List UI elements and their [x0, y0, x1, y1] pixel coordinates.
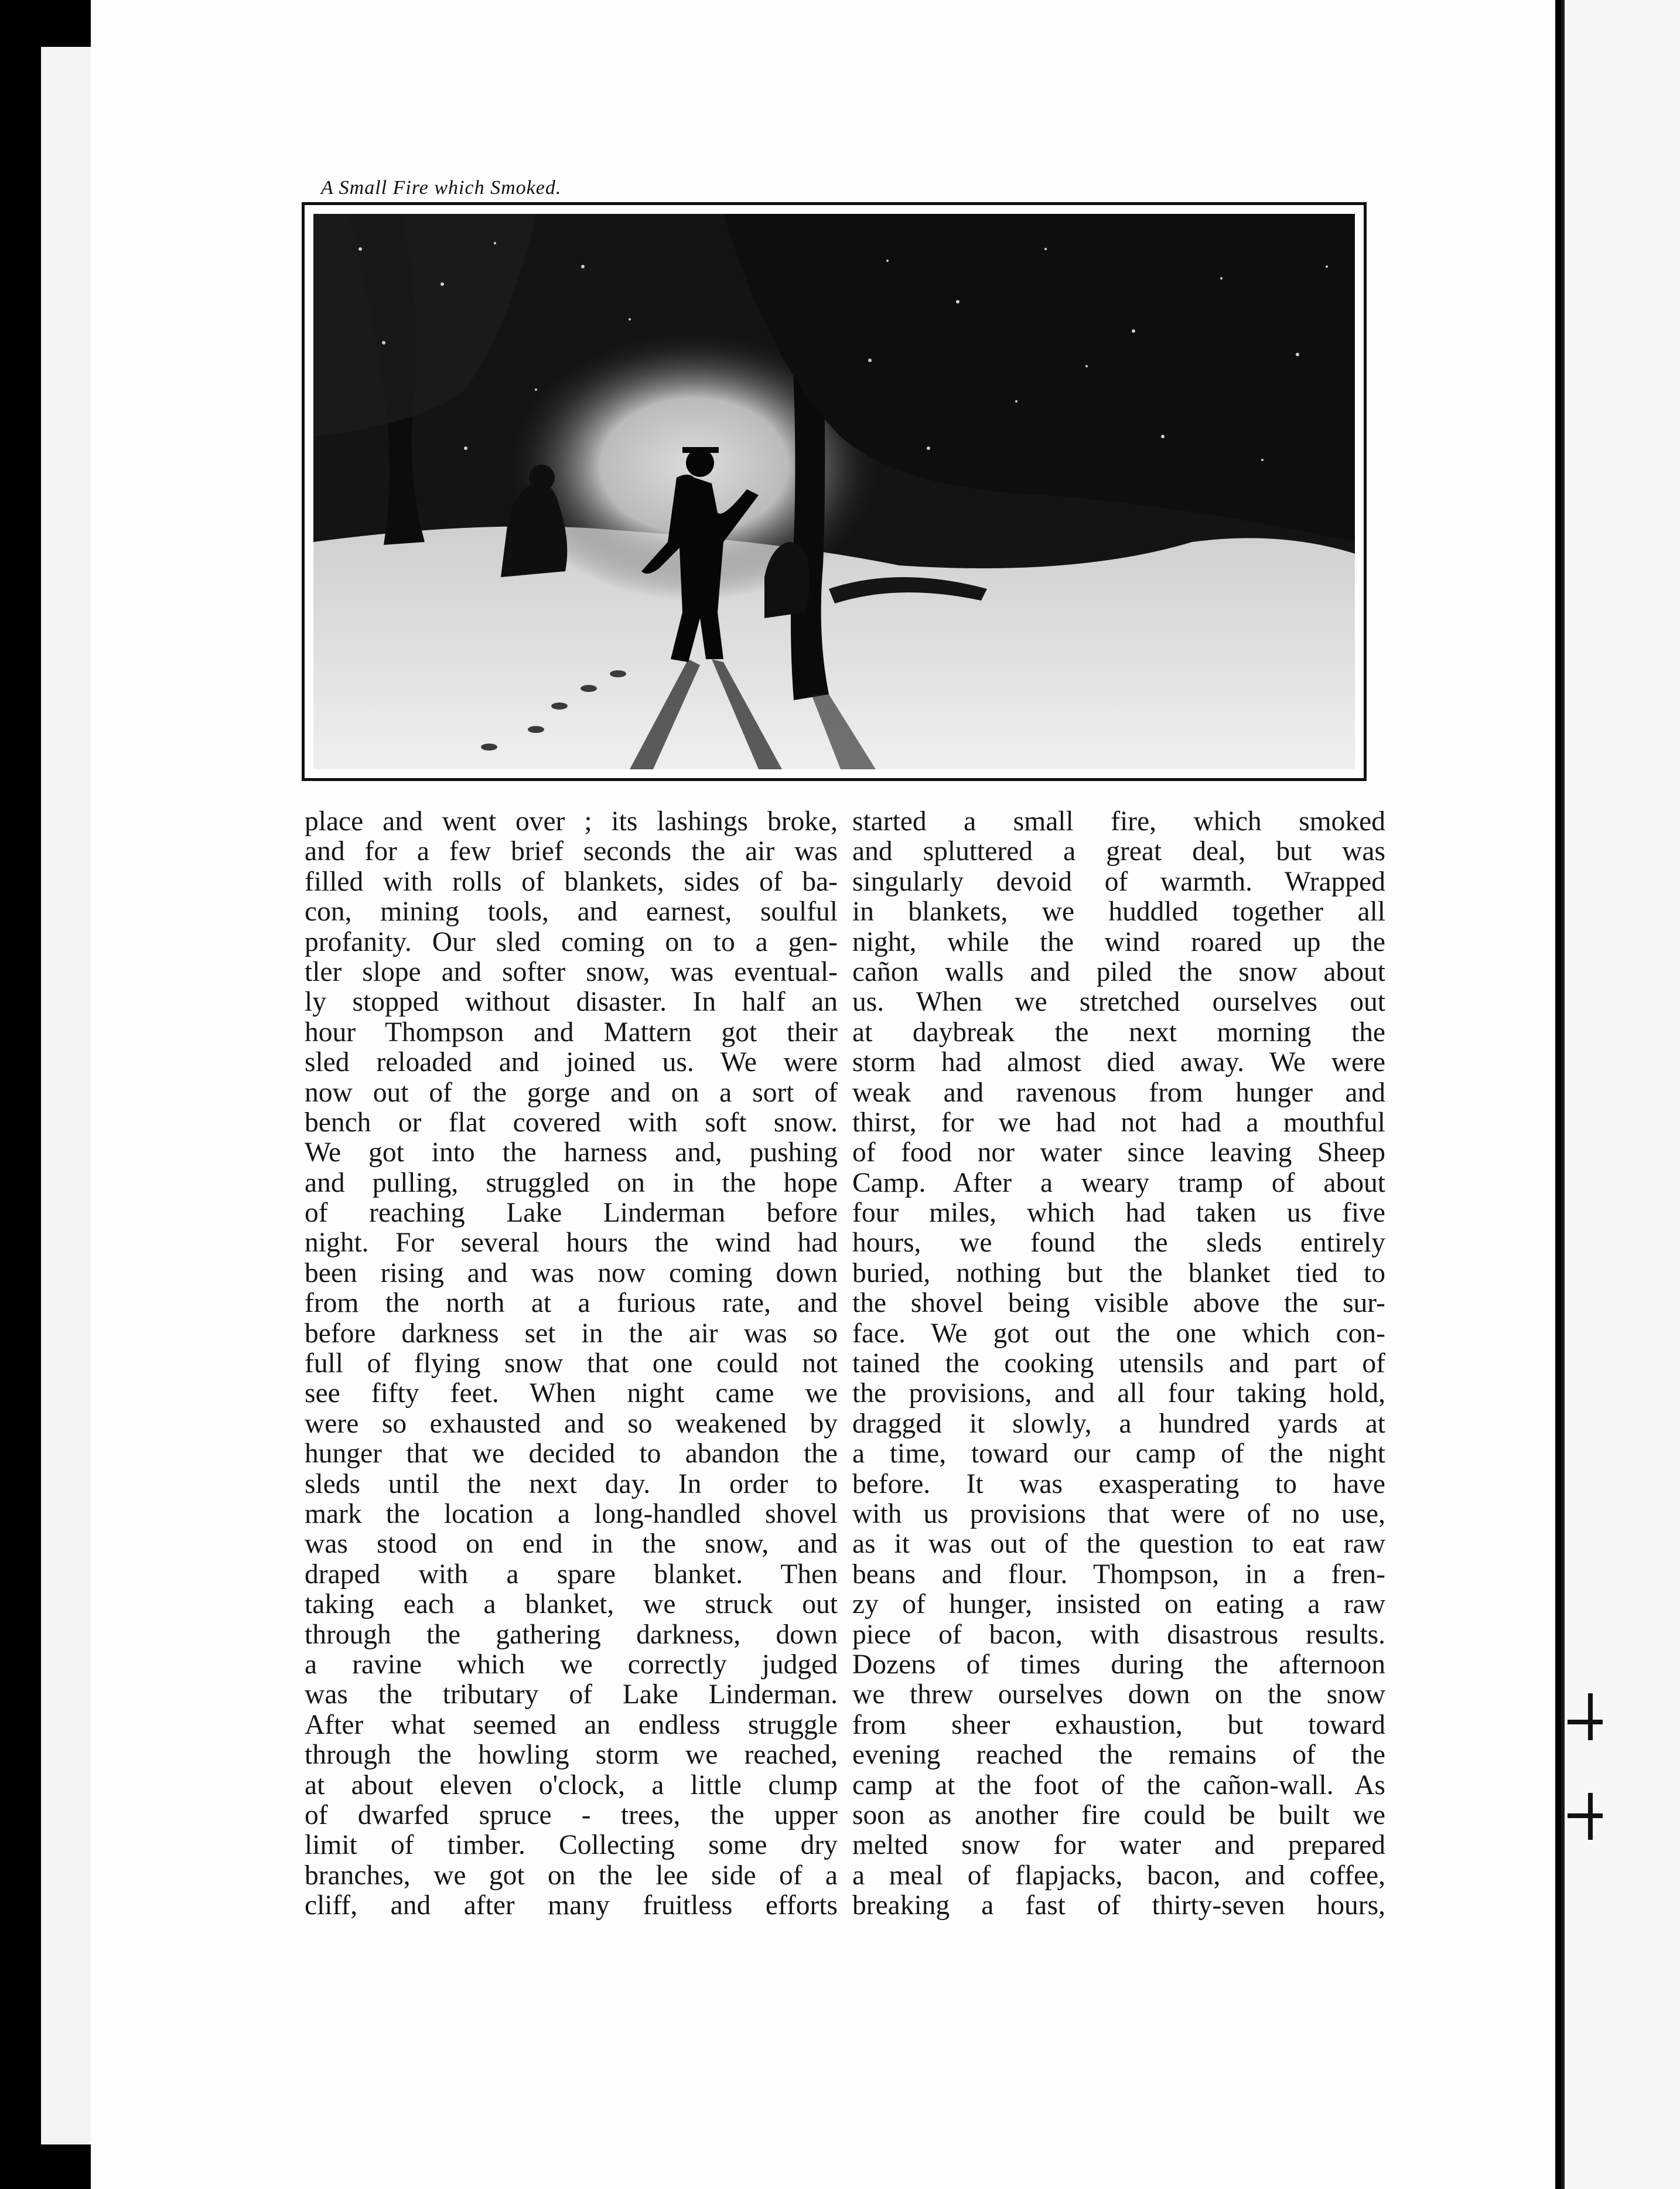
text-line: breaking a fast of thirty-seven hours, — [852, 1890, 1385, 1921]
next-page-edge — [1561, 0, 1680, 2189]
text-line: face. We got out the one which con- — [852, 1318, 1385, 1349]
text-line: weak and ravenous from hunger and — [852, 1077, 1385, 1108]
text-line: tained the cooking utensils and part of — [852, 1348, 1385, 1379]
standing-figure-head — [686, 449, 714, 477]
text-line: we threw ourselves down on the snow — [852, 1679, 1385, 1710]
margin-mark — [1588, 1693, 1593, 1740]
text-line: a meal of flapjacks, bacon, and coffee, — [852, 1860, 1385, 1891]
text-line: as it was out of the question to eat raw — [852, 1529, 1385, 1560]
text-line: After what seemed an endless struggle — [305, 1709, 838, 1740]
margin-mark — [1568, 1720, 1603, 1724]
text-line: the shovel being visible above the sur- — [852, 1288, 1385, 1319]
text-line: sleds until the next day. In order to — [305, 1468, 838, 1499]
text-line: sled reloaded and joined us. We were — [305, 1047, 838, 1078]
text-line: profanity. Our sled coming on to a gen- — [305, 926, 838, 957]
text-line: taking each a blanket, we struck out — [305, 1589, 838, 1620]
text-line: dragged it slowly, a hundred yards at — [852, 1408, 1385, 1439]
text-line: of dwarfed spruce - trees, the upper — [305, 1799, 838, 1830]
text-line: Dozens of times during the afternoon — [852, 1649, 1385, 1680]
text-line: before. It was exasperating to have — [852, 1468, 1385, 1499]
illustration-caption: A Small Fire which Smoked. — [321, 177, 562, 199]
text-line: was stood on end in the snow, and — [305, 1529, 838, 1560]
margin-mark — [1588, 1793, 1593, 1840]
text-line: and spluttered a great deal, but was — [852, 836, 1385, 867]
text-line: hunger that we decided to abandon the — [305, 1438, 838, 1469]
text-line: four miles, which had taken us five — [852, 1198, 1385, 1229]
text-line: with us provisions that were of no use, — [852, 1498, 1385, 1529]
text-line: now out of the gorge and on a sort of — [305, 1077, 838, 1108]
text-line: before darkness set in the air was so — [305, 1318, 838, 1349]
text-line: tler slope and softer snow, was eventual- — [305, 956, 838, 987]
text-line: mark the location a long-handled shovel — [305, 1498, 838, 1529]
text-line: cliff, and after many fruitless efforts — [305, 1890, 838, 1921]
text-line: started a small fire, which smoked — [852, 806, 1385, 837]
text-line: of reaching Lake Linderman before — [305, 1198, 838, 1229]
text-line: been rising and was now coming down — [305, 1257, 838, 1288]
text-line: ly stopped without disaster. In half an — [305, 987, 838, 1018]
text-line: singularly devoid of warmth. Wrapped — [852, 866, 1385, 897]
text-line: hour Thompson and Mattern got their — [305, 1017, 838, 1048]
text-line: cañon walls and piled the snow about — [852, 956, 1385, 987]
seated-figure-head — [529, 465, 555, 490]
text-line: a time, toward our camp of the night — [852, 1438, 1385, 1469]
text-line: storm had almost died away. We were — [852, 1047, 1385, 1078]
text-line: full of flying snow that one could not — [305, 1348, 838, 1379]
text-line: thirst, for we had not had a mouthful — [852, 1107, 1385, 1138]
text-line: bench or flat covered with soft snow. — [305, 1107, 838, 1138]
text-line: camp at the foot of the cañon-wall. As — [852, 1769, 1385, 1801]
text-line: from sheer exhaustion, but toward — [852, 1709, 1385, 1740]
text-line: was the tributary of Lake Linderman. — [305, 1679, 838, 1710]
illustration-plate — [302, 202, 1367, 781]
text-line: zy of hunger, insisted on eating a raw — [852, 1589, 1385, 1620]
margin-mark — [1568, 1813, 1603, 1818]
text-line: us. When we stretched ourselves out — [852, 987, 1385, 1018]
text-line: a ravine which we correctly judged — [305, 1649, 838, 1680]
text-line: con, mining tools, and earnest, soulful — [305, 896, 838, 928]
text-line: in blankets, we huddled together all — [852, 896, 1385, 928]
text-column-right — [852, 807, 1385, 1921]
text-line: evening reached the remains of the — [852, 1740, 1385, 1771]
text-line: place and went over ; its lashings broke, — [305, 806, 838, 837]
text-line: of food nor water since leaving Sheep — [852, 1137, 1385, 1168]
text-line: and for a few brief seconds the air was — [305, 836, 838, 867]
text-line: from the north at a furious rate, and — [305, 1288, 838, 1319]
text-line: melted snow for water and prepared — [852, 1830, 1385, 1861]
text-line: and pulling, struggled on in the hope — [305, 1167, 838, 1198]
text-line: limit of timber. Collecting some dry — [305, 1830, 838, 1861]
text-line: night. For several hours the wind had — [305, 1228, 838, 1259]
text-line: were so exhausted and so weakened by — [305, 1408, 838, 1439]
text-line: hours, we found the sleds entirely — [852, 1228, 1385, 1259]
text-line: at about eleven o'clock, a little clump — [305, 1769, 838, 1801]
text-line: through the gathering darkness, down — [305, 1619, 838, 1650]
text-column-left — [305, 807, 838, 1921]
text-line: filled with rolls of blankets, sides of ba- — [305, 866, 838, 897]
standing-figure-hat — [682, 447, 719, 453]
campfire-illustration — [313, 214, 1355, 769]
text-line: night, while the wind roared up the — [852, 926, 1385, 957]
text-line: soon as another fire could be built we — [852, 1799, 1385, 1830]
text-line: see fifty feet. When night came we — [305, 1378, 838, 1409]
text-line: piece of bacon, with disastrous results. — [852, 1619, 1385, 1650]
text-line: buried, nothing but the blanket tied to — [852, 1257, 1385, 1288]
text-line: branches, we got on the lee side of a — [305, 1860, 838, 1891]
text-line: draped with a spare blanket. Then — [305, 1559, 838, 1590]
text-line: the provisions, and all four taking hold, — [852, 1378, 1385, 1409]
text-line: through the howling storm we reached, — [305, 1740, 838, 1771]
text-line: Camp. After a weary tramp of about — [852, 1167, 1385, 1198]
text-line: We got into the harness and, pushing — [305, 1137, 838, 1168]
text-line: beans and flour. Thompson, in a fren- — [852, 1559, 1385, 1590]
text-line: at daybreak the next morning the — [852, 1017, 1385, 1048]
